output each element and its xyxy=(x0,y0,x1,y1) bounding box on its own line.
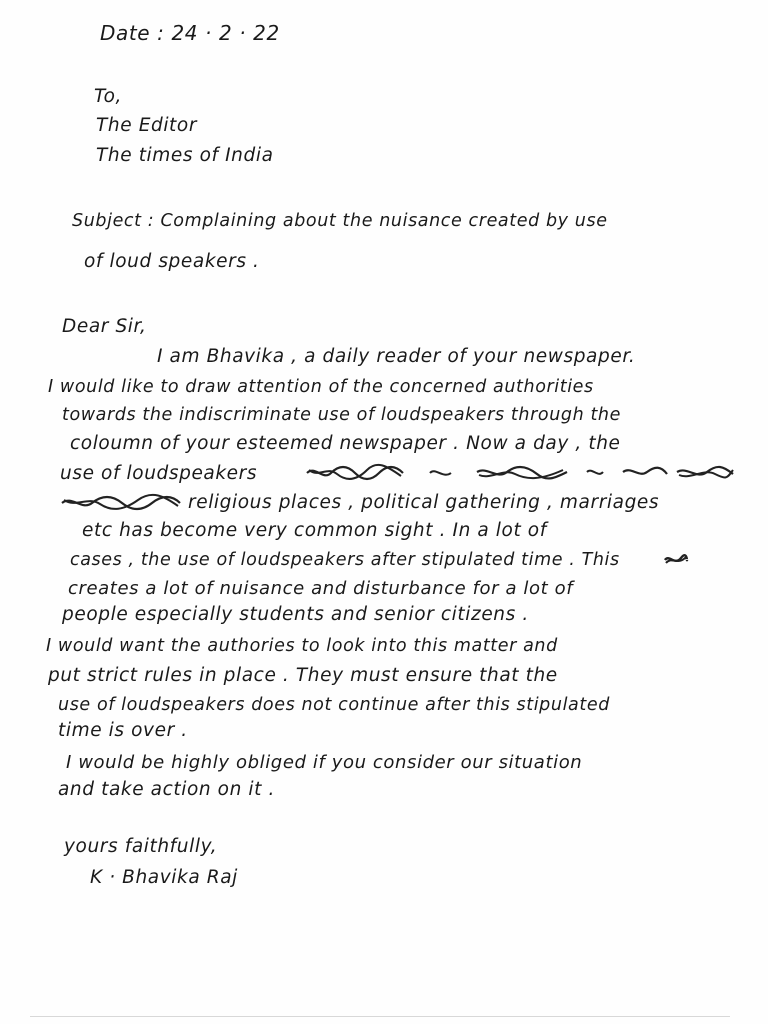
sender-name: K · Bhavika Raj xyxy=(90,867,238,888)
body-line: towards the indiscriminate use of loudspeakers through the xyxy=(62,405,621,425)
subject-line-2: of loud speakers . xyxy=(84,251,260,272)
body-line: time is over . xyxy=(58,720,188,741)
body-line: coloumn of your esteemed newspaper . Now a day , the xyxy=(70,433,621,454)
recipient-to: To, xyxy=(94,86,123,107)
body-line: I would be highly obliged if you consider our situation xyxy=(66,752,583,773)
body-line: use of loudspeakers xyxy=(60,463,258,484)
letter-date: Date : 24 · 2 · 22 xyxy=(100,21,280,45)
body-line: I am Bhavika , a daily reader of your newspaper. xyxy=(157,346,636,367)
crossed-out-mark xyxy=(663,552,689,568)
body-line: and take action on it . xyxy=(58,779,275,800)
body-line: religious places , political gathering , marriages xyxy=(188,492,660,513)
body-line: creates a lot of nuisance and disturbance for a lot of xyxy=(68,578,574,599)
recipient-line-2: The times of India xyxy=(96,145,274,166)
crossed-out-text xyxy=(305,462,735,484)
page-edge-line xyxy=(30,1016,730,1017)
body-line: use of loudspeakers does not continue after this stipulated xyxy=(58,695,610,715)
crossed-out-text xyxy=(60,492,182,514)
body-line: I would want the authories to look into this matter and xyxy=(46,636,558,656)
recipient-line-1: The Editor xyxy=(96,115,198,136)
body-line: I would like to draw attention of the concerned authorities xyxy=(48,377,594,397)
closing-signoff: yours faithfully, xyxy=(64,836,218,857)
salutation: Dear Sir, xyxy=(62,316,147,337)
body-line: etc has become very common sight . In a lot of xyxy=(82,520,547,541)
body-line: put strict rules in place . They must ensure that the xyxy=(48,665,558,686)
body-line: cases , the use of loudspeakers after stipulated time . This xyxy=(70,550,620,570)
subject-line-1: Subject : Complaining about the nuisance created by use xyxy=(72,211,608,231)
body-line: people especially students and senior citizens . xyxy=(62,604,529,625)
